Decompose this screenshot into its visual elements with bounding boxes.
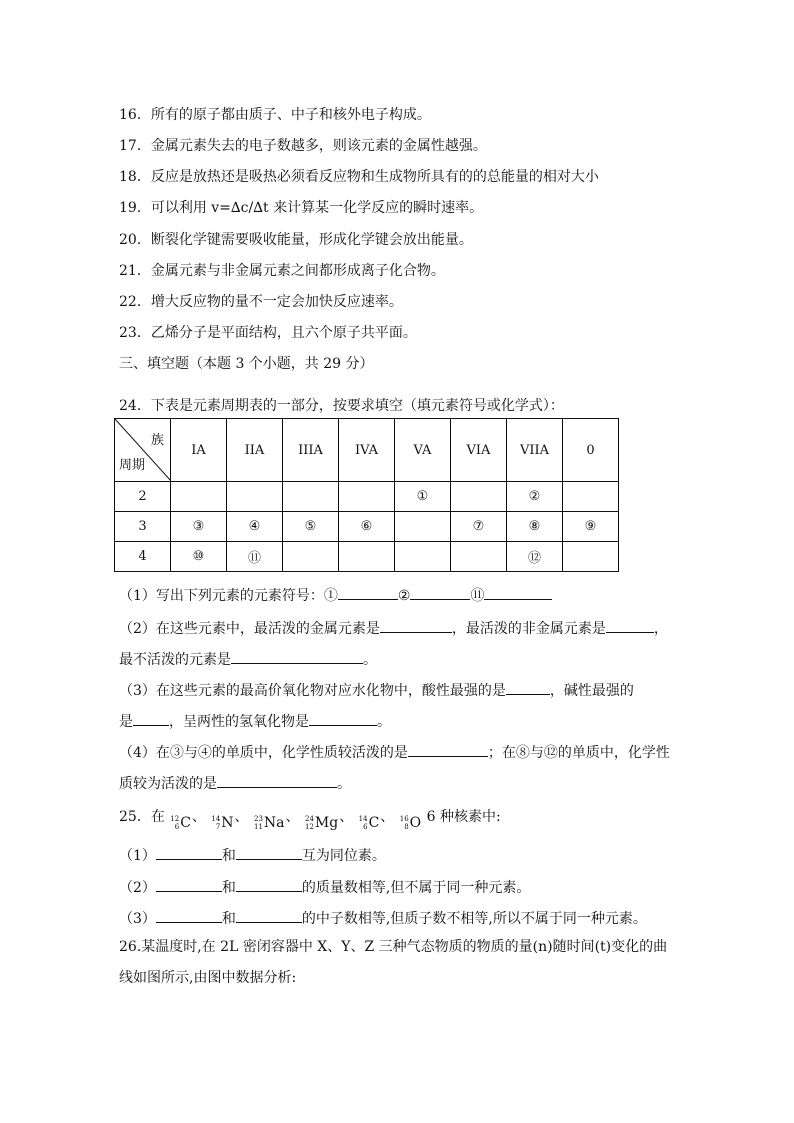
text: 质较为活泼的是 [119, 776, 217, 792]
answer-blank[interactable] [156, 908, 222, 923]
table-cell [451, 542, 507, 572]
section-heading-3: 三、填空题（本题 3 个小题，共 29 分） [119, 356, 374, 372]
table-cell [395, 512, 451, 542]
group-header: VIIA [507, 419, 563, 482]
answer-blank[interactable] [156, 845, 222, 860]
text: （3）在这些元素的最高价氧化物对应水化物中，酸性最强的是 [119, 683, 506, 699]
table-cell [283, 542, 339, 572]
statement-17: 17．金属元素失去的电子数越多，则该元素的金属性越强。 [119, 138, 487, 154]
corner-group-label: 族 [150, 433, 164, 448]
table-cell: ⑩ [171, 542, 227, 572]
table-cell: ① [395, 482, 451, 512]
statement-21: 21．金属元素与非金属元素之间都形成离子化合物。 [119, 263, 445, 279]
q25-sub2 [119, 877, 530, 897]
text: 最不活泼的元素是 [119, 652, 231, 668]
q24-part3-line2 [119, 711, 391, 731]
text: 。 [337, 776, 351, 792]
text: 的中子数相等,但质子数不相等,所以不属于同一种元素。 [301, 911, 647, 927]
group-header: IIIA [283, 419, 339, 482]
group-header: IA [171, 419, 227, 482]
element-symbol: C [180, 815, 191, 831]
text: ，呈两性的氢氧化物是 [169, 714, 309, 730]
text: ② [397, 588, 411, 604]
table-header-row [115, 419, 619, 482]
q24-stem: 24．下表是元素周期表的一部分，按要求填空（填元素符号或化学式）： [119, 398, 564, 414]
element-symbol: C [368, 815, 380, 831]
text: （2）在这些元素中，最活泼的金属元素是 [119, 621, 380, 637]
answer-blank[interactable] [236, 908, 302, 923]
text: ，最活泼的非金属元素是 [451, 621, 606, 637]
text: （1）写出下列元素的元素符号：① [119, 588, 338, 604]
table-cell [171, 482, 227, 512]
mass-number: 24 [304, 815, 314, 823]
answer-blank[interactable] [606, 618, 654, 633]
table-cell [563, 542, 619, 572]
separator: 、 [191, 809, 206, 825]
table-cell: ⑪ [227, 542, 283, 572]
table-cell: ⑦ [451, 512, 507, 542]
text: （1） [119, 848, 156, 864]
text: （4）在③与④的单质中，化学性质较活泼的是 [119, 745, 408, 761]
period-label: 4 [115, 542, 171, 572]
nuclide [305, 815, 338, 831]
separator: 、 [285, 809, 300, 825]
table-cell: ③ [171, 512, 227, 542]
nuclide [170, 815, 191, 831]
element-symbol: Mg [314, 815, 339, 831]
text: 。 [363, 652, 377, 668]
table-cell: ⑨ [563, 512, 619, 542]
group-header: IIA [227, 419, 283, 482]
q25-sub3 [119, 908, 647, 928]
group-header: 0 [563, 419, 619, 482]
text: 。 [377, 714, 391, 730]
group-header: IVA [339, 419, 395, 482]
separator: 、 [234, 809, 249, 825]
table-cell [339, 482, 395, 512]
q24-part1 [119, 585, 552, 605]
text: 和 [221, 880, 236, 896]
q25-sub1 [119, 845, 386, 865]
table-row [115, 512, 619, 542]
element-symbol: O [409, 815, 422, 831]
text: ，碱性最强的 [549, 683, 634, 699]
nuclide [400, 815, 421, 831]
answer-blank[interactable] [338, 585, 398, 600]
table-cell: ⑫ [507, 542, 563, 572]
q26-stem: 26.某温度时,在 2L 密闭容器中 X、Y、Z 三种气态物质的物质的量(n)随时间(t)变化的曲线如图所示,由图中数据分析: [119, 939, 668, 986]
atomic-number: 6 [174, 823, 180, 831]
nuclide [254, 815, 285, 831]
text: ；在⑧与⑫的单质中，化学性 [487, 745, 670, 761]
atomic-number: 8 [404, 823, 409, 831]
text: 的质量数相等,但不属于同一种元素。 [301, 880, 531, 896]
text: 和 [221, 911, 236, 927]
group-header: VIA [451, 419, 507, 482]
table-cell [451, 482, 507, 512]
table-cell: ② [507, 482, 563, 512]
group-header: VA [395, 419, 451, 482]
mass-number: 16 [399, 815, 409, 823]
answer-blank[interactable] [484, 585, 552, 600]
answer-blank[interactable] [156, 877, 222, 892]
table-cell: ⑧ [507, 512, 563, 542]
text: （3） [119, 911, 156, 927]
table-cell [227, 482, 283, 512]
answer-blank[interactable] [506, 680, 550, 695]
table-cell [283, 482, 339, 512]
statement-20: 20．断裂化学键需要吸收能量，形成化学键会放出能量。 [119, 232, 473, 248]
q24-part4-line2 [119, 773, 351, 793]
mass-number: 12 [170, 815, 180, 823]
atomic-number: 12 [304, 823, 314, 831]
period-label: 3 [115, 512, 171, 542]
answer-blank[interactable] [133, 711, 169, 726]
answer-blank[interactable] [380, 618, 452, 633]
statement-16: 16．所有的原子都由质子、中子和核外电子构成。 [119, 107, 431, 123]
q25-stem [119, 806, 501, 831]
answer-blank[interactable] [231, 649, 363, 664]
q24-part2-line2 [119, 649, 377, 669]
q24-part4-line1 [119, 742, 670, 762]
text: 6 种核素中: [426, 809, 501, 825]
corner-period-label: 周期 [119, 458, 146, 473]
element-symbol: Na [263, 815, 285, 831]
table-cell: ⑥ [339, 512, 395, 542]
mass-number: 14 [358, 815, 368, 823]
text: 互为同位素。 [301, 848, 386, 864]
statement-22: 22．增大反应物的量不一定会加快反应速率。 [119, 294, 403, 310]
mass-number: 14 [211, 815, 221, 823]
separator: 、 [339, 809, 354, 825]
answer-blank[interactable] [236, 877, 302, 892]
answer-blank[interactable] [309, 711, 377, 726]
table-cell: ④ [227, 512, 283, 542]
q24-part3-line1 [119, 680, 634, 700]
periodic-table-fragment [114, 418, 619, 572]
table-row [115, 542, 619, 572]
statement-23: 23．乙烯分子是平面结构，且六个原子共平面。 [119, 325, 417, 341]
table-cell [563, 482, 619, 512]
atomic-number: 7 [215, 823, 221, 831]
nuclide [211, 815, 233, 831]
separator: 、 [380, 809, 395, 825]
text: ， [653, 621, 668, 637]
table-cell [395, 542, 451, 572]
element-symbol: N [221, 815, 234, 831]
table-cell: ⑤ [283, 512, 339, 542]
answer-blank[interactable] [408, 742, 488, 757]
table-row [115, 482, 619, 512]
mass-number: 23 [254, 815, 263, 823]
statement-19: 19．可以利用 v=∆c/∆t 来计算某一化学反应的瞬时速率。 [119, 200, 484, 216]
text: 是 [119, 714, 133, 730]
period-label: 2 [115, 482, 171, 512]
answer-blank[interactable] [217, 773, 337, 788]
text: （2） [119, 880, 156, 896]
answer-blank[interactable] [236, 845, 302, 860]
table-cell [339, 542, 395, 572]
text: 25．在 [119, 809, 165, 825]
atomic-number: 6 [363, 823, 368, 831]
text: 和 [221, 848, 236, 864]
text: ⑪ [470, 588, 485, 604]
answer-blank[interactable] [410, 585, 470, 600]
statement-18: 18．反应是放热还是吸热必须看反应物和生成物所具有的的总能量的相对大小 [119, 169, 599, 185]
nuclide [359, 815, 380, 831]
table-corner-cell [115, 419, 171, 482]
atomic-number: 11 [254, 823, 263, 831]
q24-part2-line1 [119, 618, 668, 638]
